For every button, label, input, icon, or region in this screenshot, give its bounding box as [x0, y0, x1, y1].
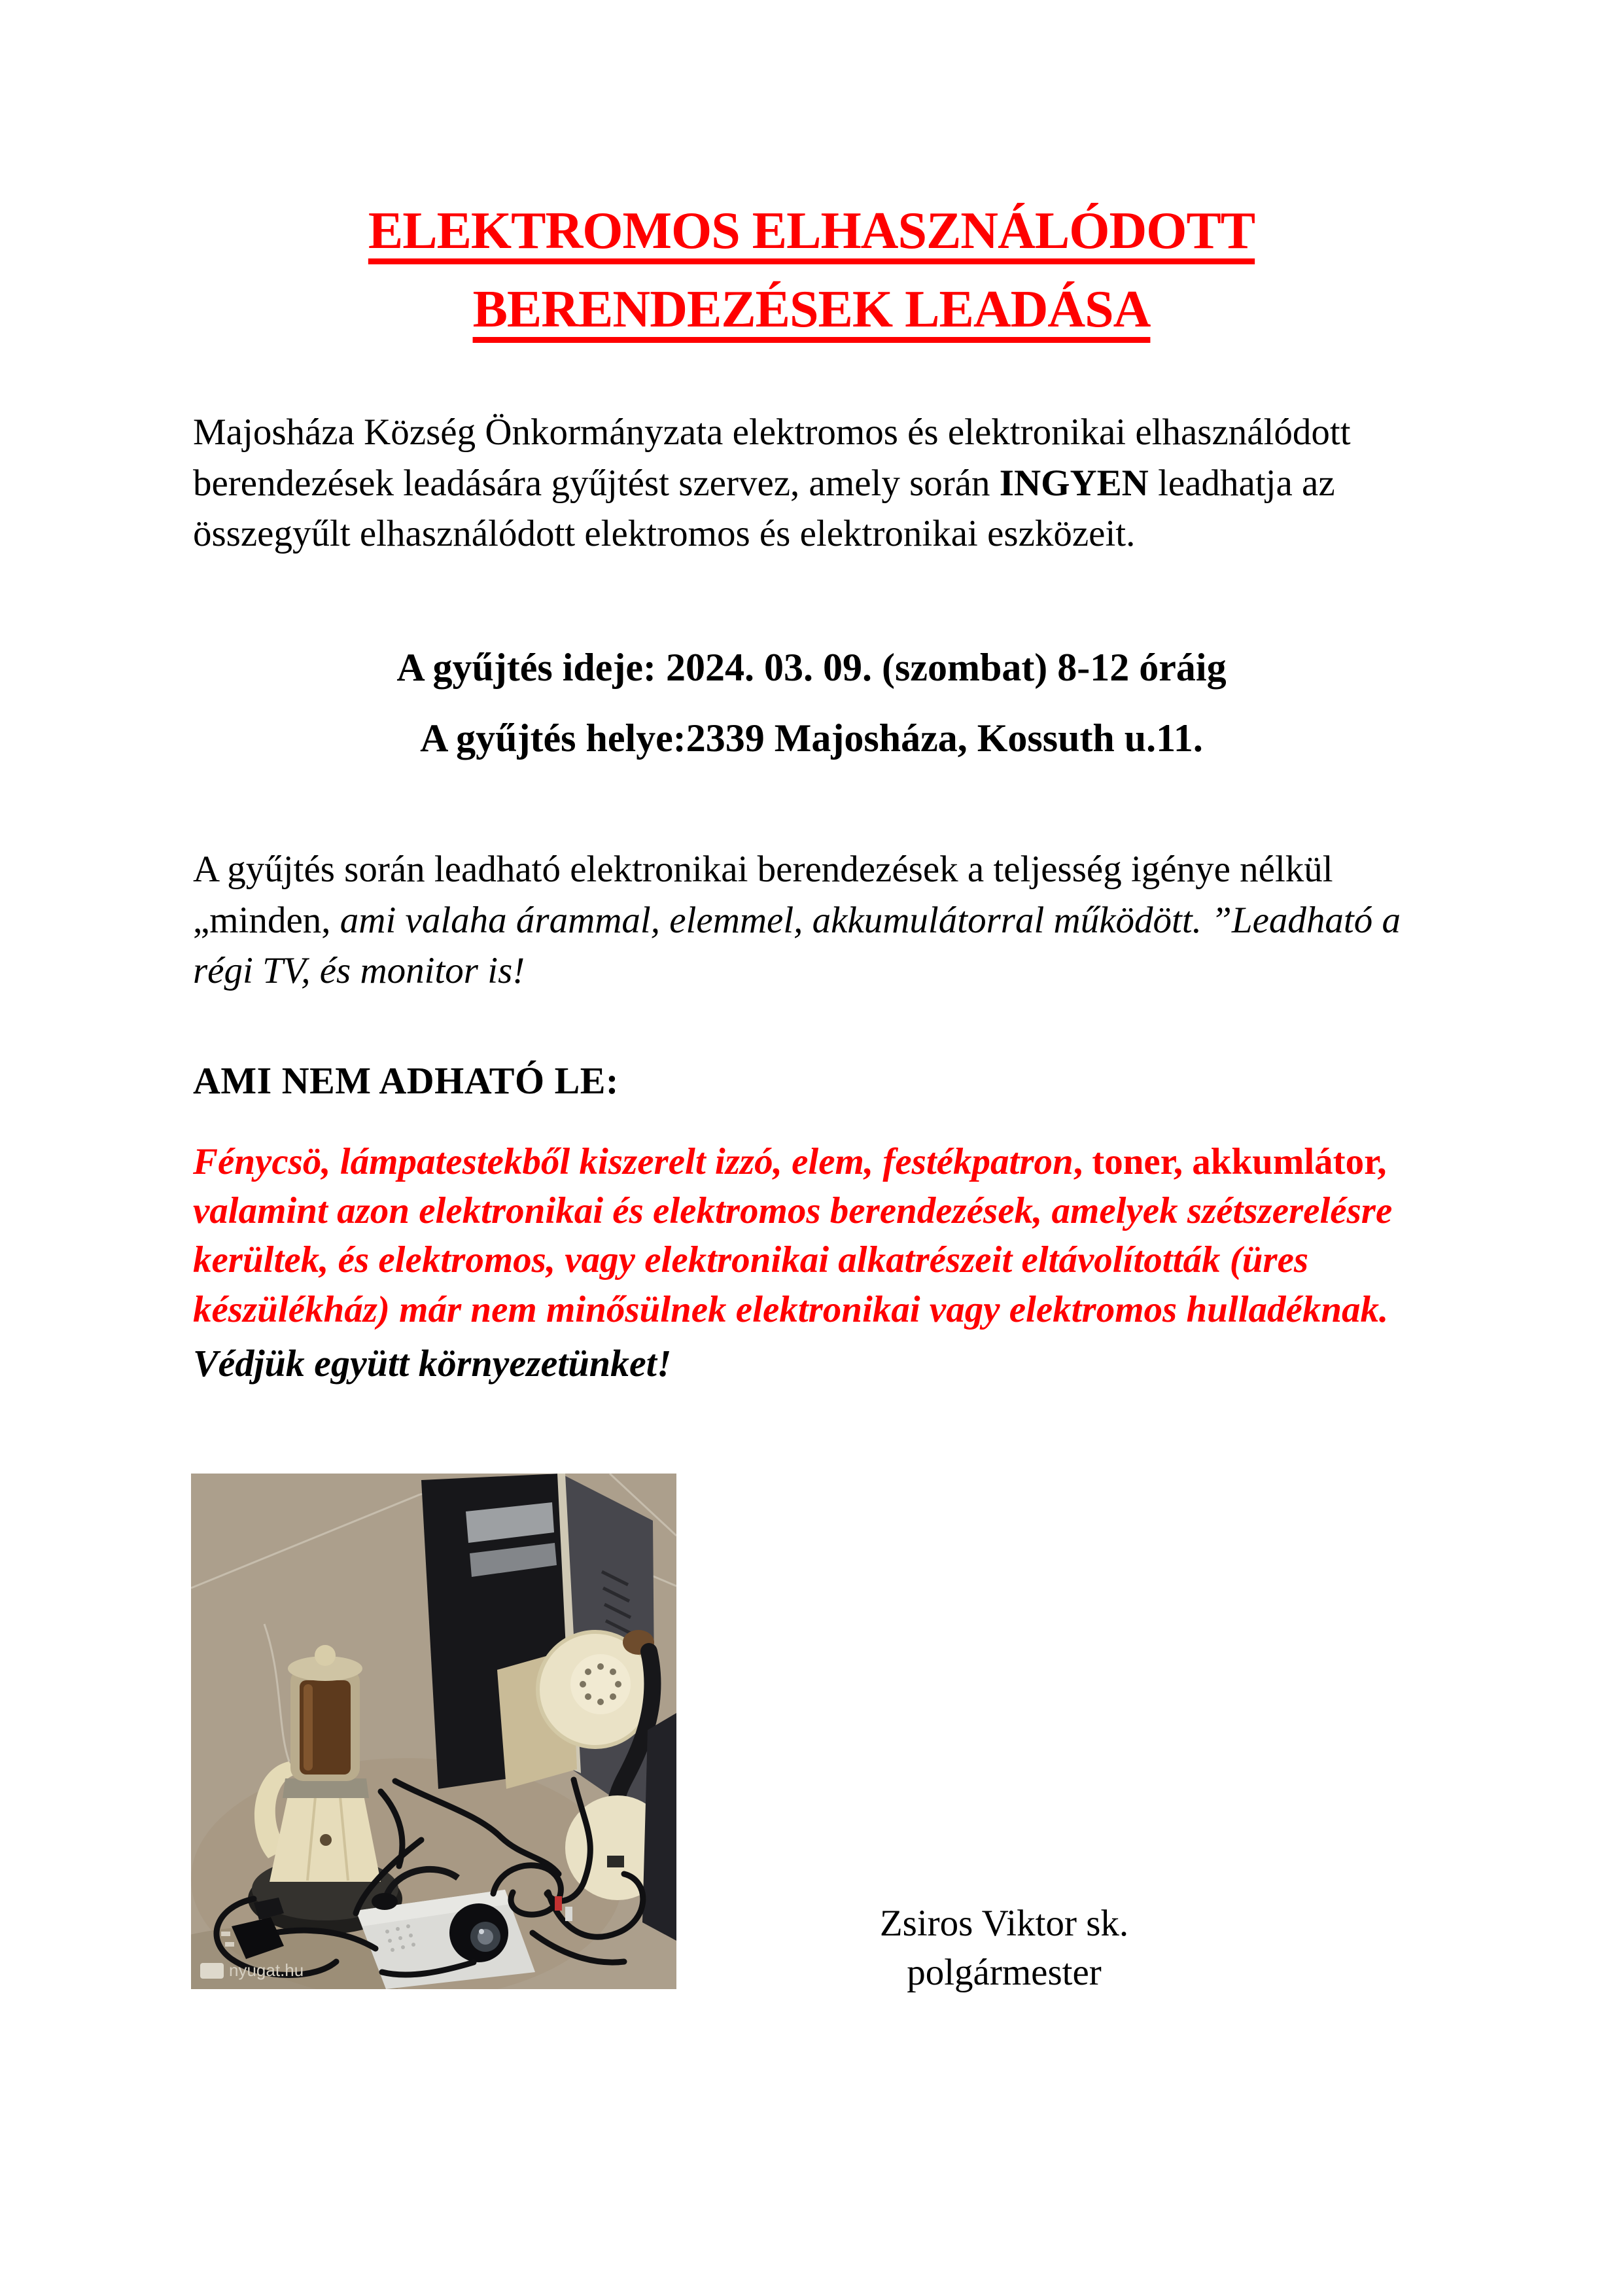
not-allowed-italic-1: Fénycsö, lámpatestekből kiszerelt izzó, elem, festékpatron — [193, 1141, 1073, 1182]
signature-role: polgármester — [907, 1952, 1102, 1994]
not-allowed-italic-2: valamint azon elektronikai és elektromos berendezések, amelyek szétszerelésre kerültek, és elektromos, vagy elektronikai alkatrészeit eltávolították (üres készülékház) már nem minősülnek elektronikai vagy elektromos hulladéknak. — [193, 1190, 1393, 1330]
intro-text-before: Majosháza Község Önkormányzata elektromos és elektronikai elhasználódott berendezések leadására gyűjtést szervez, amely során — [193, 412, 1351, 504]
collection-time-line: A gyűjtés ideje: 2024. 03. 09. (szombat) 8-12 óráig — [396, 646, 1227, 689]
webcam — [449, 1903, 508, 1962]
laptop-edge — [642, 1713, 676, 1941]
intro-free-word: INGYEN — [999, 462, 1149, 504]
not-allowed-upright: , toner, akkumlátor, — [1073, 1141, 1387, 1182]
page-title — [0, 192, 1623, 349]
not-allowed-heading: AMI NEM ADHATÓ LE: — [193, 1059, 619, 1102]
telephone-handset — [538, 1630, 654, 1747]
photo-watermark — [200, 1960, 304, 1980]
title-line-1: ELEKTROMOS ELHASZNÁLÓDOTT — [368, 202, 1255, 260]
protect-environment-line: Védjük együtt környezetünket! — [193, 1342, 672, 1385]
leadable-paragraph — [193, 844, 1436, 997]
watermark-text: nyugat.hu — [229, 1960, 304, 1980]
title-line-2: BERENDEZÉSEK LEADÁSA — [472, 281, 1151, 338]
intro-paragraph — [193, 407, 1436, 559]
leadable-text-italic: ami valaha árammal, elemmel, akkumulátorral működött. ”Leadható a régi TV, és monitor is! — [193, 899, 1401, 992]
collection-place-line: A gyűjtés helye:2339 Majosháza, Kossuth u.11. — [420, 716, 1203, 760]
leadable-text-normal: A gyűjtés során leadható elektronikai berendezések a teljesség igénye nélkül „minden, — [193, 849, 1333, 941]
ewaste-photo — [191, 1474, 676, 1989]
intro-text-after: leadhatja az összegyűlt elhasználódott elektromos és elektronikai eszközeit. — [193, 462, 1335, 555]
signature-name: Zsiros Viktor sk. — [879, 1903, 1129, 1944]
not-allowed-paragraph — [193, 1137, 1436, 1334]
ewaste-photo-illustration — [191, 1474, 676, 1989]
signature-block — [814, 1899, 1194, 1997]
